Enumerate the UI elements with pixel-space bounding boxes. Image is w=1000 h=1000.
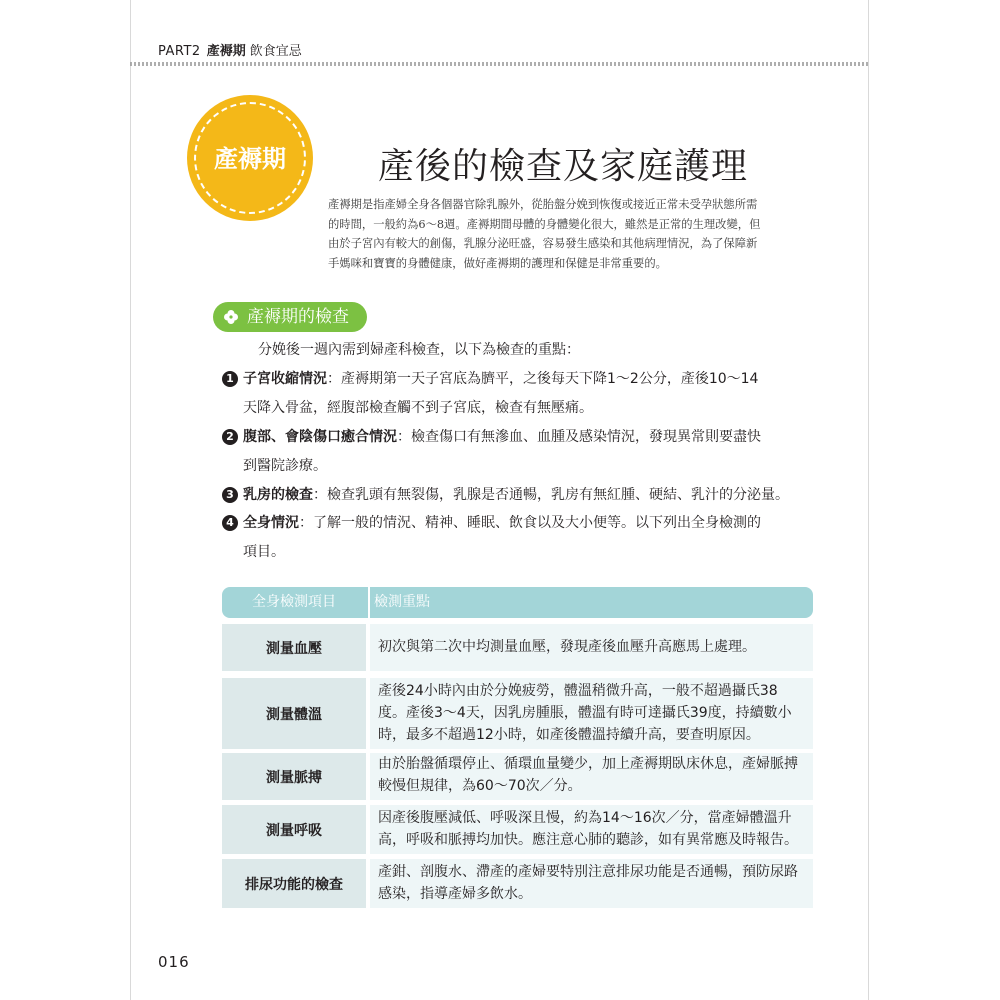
chapter-badge [187, 95, 313, 221]
table-header [222, 587, 813, 618]
item-heading: 腹部、會陰傷口癒合情況 [243, 429, 397, 445]
lead-sentence: 分娩後一週內需到婦產科檢查，以下為檢查的重點： [258, 342, 580, 358]
item-number: 1 [222, 371, 238, 387]
table-header-focus: 檢測重點 [374, 594, 430, 610]
item-text-continued: 到醫院診療。 [243, 458, 327, 474]
item-number: 2 [222, 429, 238, 445]
item-text: ：檢查乳頭有無裂傷，乳腺是否通暢，乳房有無紅腫、硬結、乳汁的分泌量。 [313, 487, 789, 503]
row-name: 測量血壓 [222, 624, 366, 671]
item-text-continued: 項目。 [243, 544, 285, 560]
chapter-badge-text: 產褥期 [214, 144, 286, 173]
row-description [370, 805, 813, 854]
row-description [370, 678, 813, 749]
row-name: 測量呼吸 [222, 805, 366, 854]
row-line: 感染，指導產婦多飲水。 [378, 886, 532, 902]
part-label: PART2 [158, 44, 201, 59]
item-number: 3 [222, 487, 238, 503]
page-number: 016 [158, 953, 190, 971]
topic-label: 飲食宜忌 [249, 44, 302, 59]
checkup-item [222, 481, 822, 510]
item-text: ：檢查傷口有無滲血、血腫及感染情況，發現異常則要盡快 [397, 429, 761, 445]
row-name: 測量脈搏 [222, 753, 366, 800]
checkup-item [222, 509, 822, 567]
item-heading: 全身情況 [243, 515, 299, 531]
chapter-label: 產褥期 [206, 44, 246, 59]
item-number: 4 [222, 515, 238, 531]
row-line: 時，最多不超過12小時，如產後體溫持續升高，要查明原因。 [378, 727, 760, 743]
row-description [370, 859, 813, 908]
row-line: 度。產後3～4天，因乳房腫脹，體溫有時可達攝氏39度，持續數小 [378, 705, 792, 721]
item-heading: 乳房的檢查 [243, 487, 313, 503]
page-title: 產後的檢查及家庭護理 [378, 146, 749, 187]
item-heading: 子宮收縮情況 [243, 371, 327, 387]
row-description [370, 753, 813, 800]
intro-line: 的時間，一般約為6～8週。產褥期間母體的身體變化很大，雖然是正常的生理改變，但 [328, 217, 761, 231]
intro-paragraph [328, 195, 788, 273]
row-line: 較慢但規律，為60～70次／分。 [378, 778, 582, 794]
row-line: 初次與第二次中均測量血壓，發現產後血壓升高應馬上處理。 [378, 639, 756, 655]
header-dotted-rule [130, 62, 869, 66]
row-name: 測量體溫 [222, 678, 366, 749]
row-line: 產後24小時內由於分娩疲勞，體溫稍微升高，一般不超過攝氏38 [378, 683, 778, 699]
clover-icon [223, 309, 239, 325]
intro-line: 手媽咪和寶寶的身體健康，做好產褥期的護理和保健是非常重要的。 [328, 256, 667, 270]
row-line: 由於胎盤循環停止、循環血量變少，加上產褥期臥床休息，產婦脈搏 [378, 756, 798, 772]
row-line: 高，呼吸和脈搏均加快。應注意心肺的聽診，如有異常應及時報告。 [378, 832, 798, 848]
intro-line: 產褥期是指產婦全身各個器官除乳腺外，從胎盤分娩到恢復或接近正常未受孕狀態所需 [328, 198, 758, 211]
item-text: ：產褥期第一天子宮底為臍平，之後每天下降1～2公分，產後10～14 [327, 371, 759, 387]
row-line: 產鉗、剖腹水、滯產的產婦要特別注意排尿功能是否通暢，預防尿路 [378, 864, 798, 880]
row-name: 排尿功能的檢查 [222, 859, 366, 908]
row-line: 因產後腹壓減低、呼吸深且慢，約為14～16次／分，當產婦體溫升 [378, 810, 792, 826]
checkup-item [222, 423, 822, 481]
item-text: ：了解一般的情況、精神、睡眠、飲食以及大小便等。以下列出全身檢測的 [299, 515, 761, 531]
item-text-continued: 天降入骨盆，經腹部檢查觸不到子宮底，檢查有無壓痛。 [243, 400, 593, 416]
running-header [158, 40, 302, 59]
table-header-item: 全身檢測項目 [252, 594, 336, 610]
header-divider [368, 587, 370, 618]
section-heading [213, 302, 367, 332]
checkup-item [222, 365, 822, 423]
row-description [370, 624, 813, 671]
intro-line: 由於子宮內有較大的創傷，乳腺分泌旺盛，容易發生感染和其他病理情況，為了保障新 [328, 237, 758, 250]
section-heading-label: 產褥期的檢查 [247, 307, 349, 327]
